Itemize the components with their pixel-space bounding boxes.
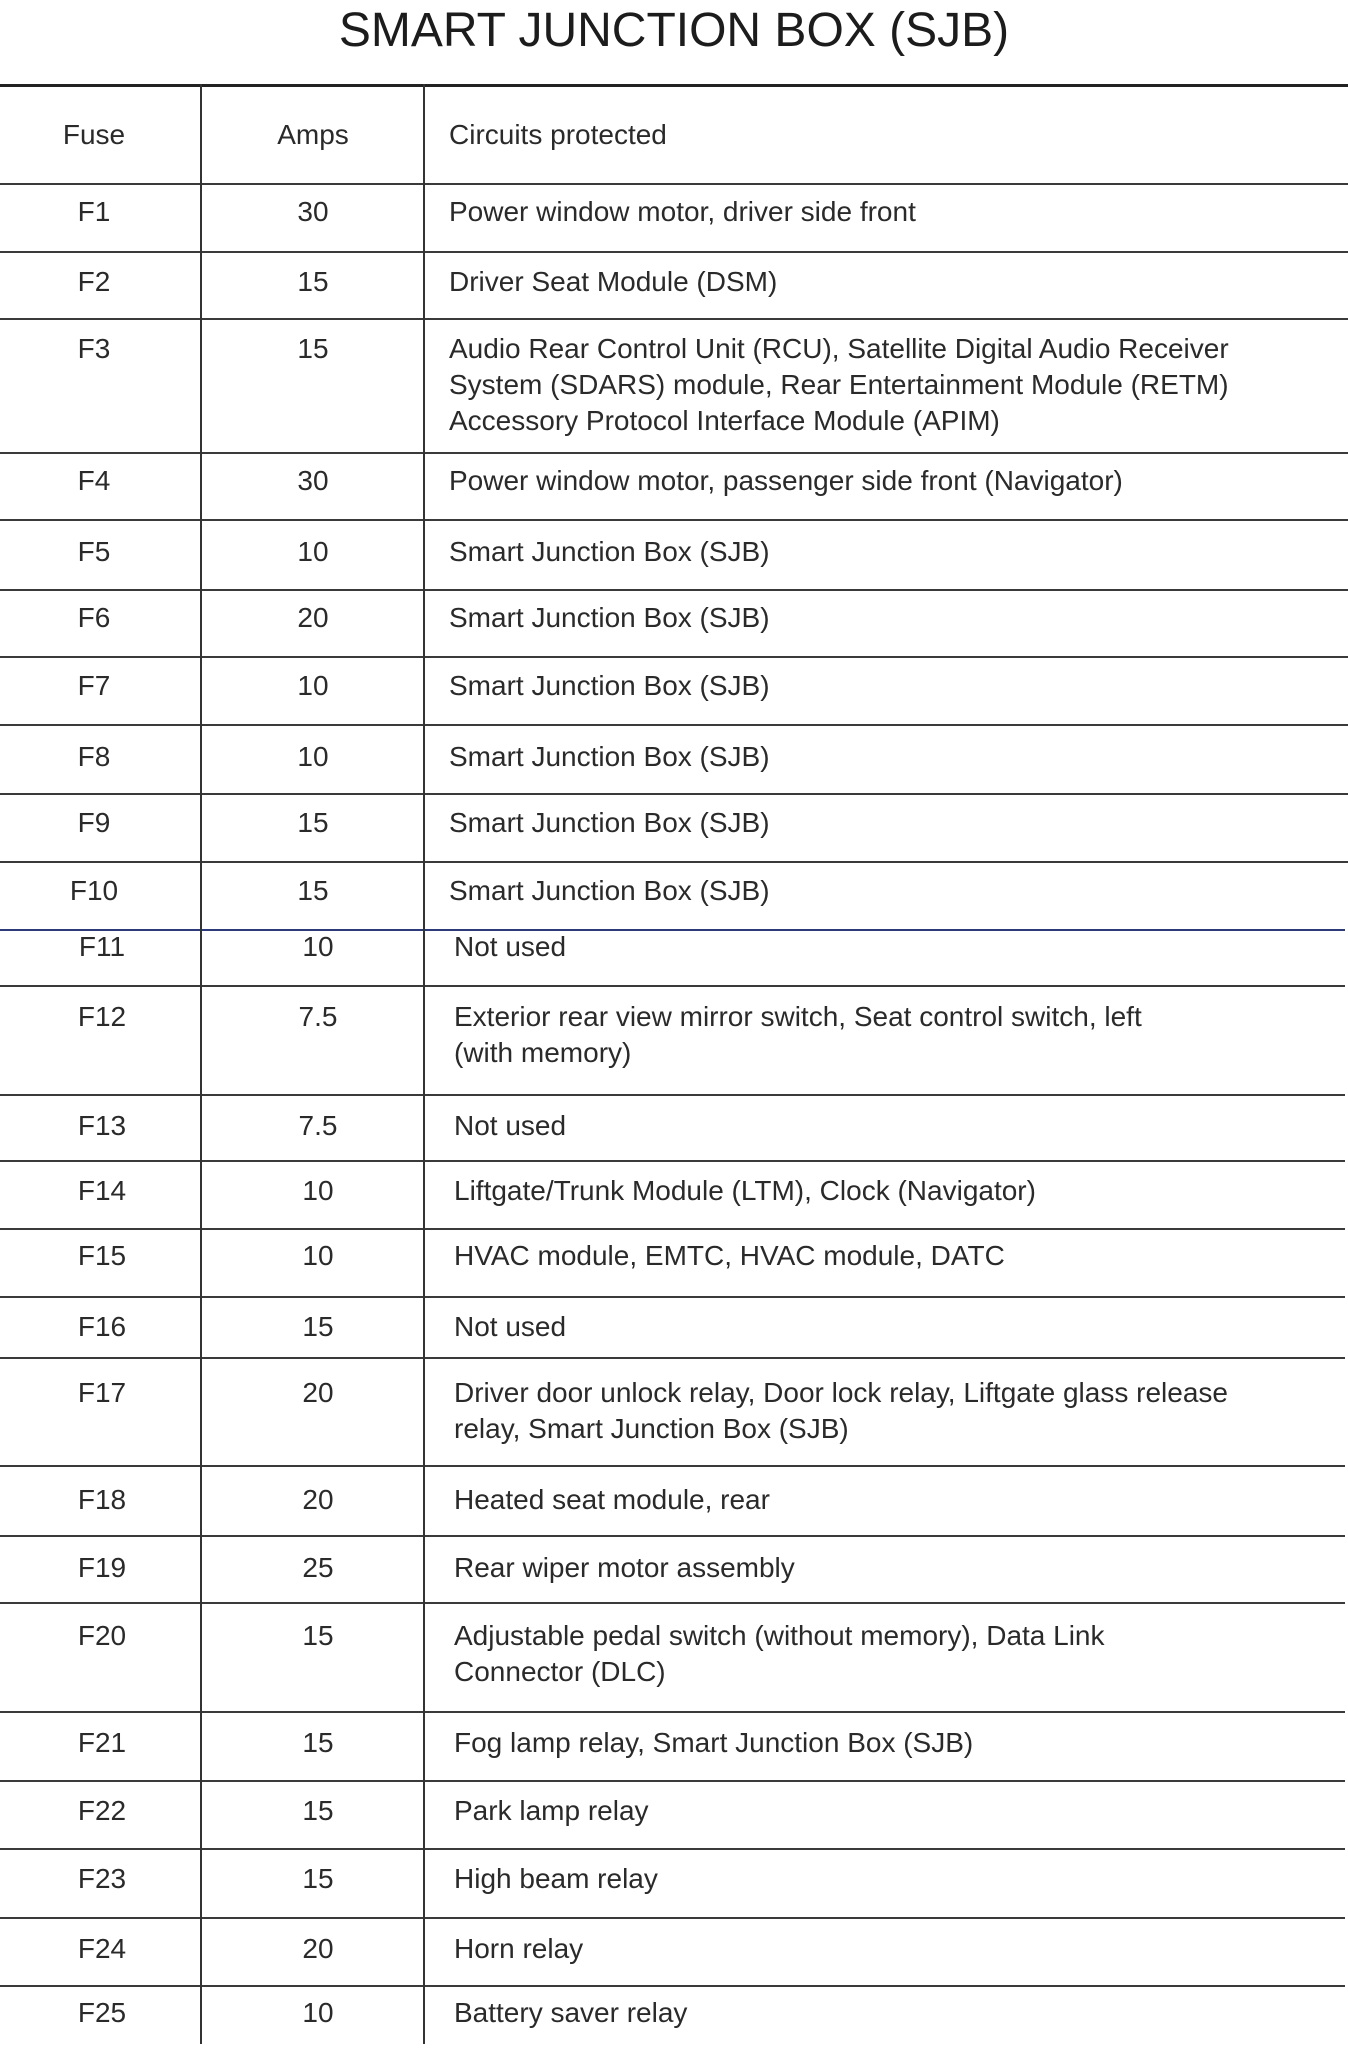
circuit-description-line: Accessory Protocol Interface Module (APIM) [449, 405, 1000, 436]
circuit-description-line: relay, Smart Junction Box (SJB) [454, 1413, 849, 1444]
fuse-number: F12 [77, 1001, 127, 1032]
amp-rating: 20 [302, 1377, 334, 1408]
circuit-description-line: Not used [454, 1311, 567, 1342]
circuit-description-line: Connector (DLC) [454, 1656, 666, 1687]
circuit-description-line: HVAC module, EMTC, HVAC module, DATC [454, 1240, 1005, 1271]
fuse-number: F18 [77, 1484, 127, 1515]
fuse-number: F19 [77, 1552, 127, 1583]
circuit-description-line: Power window motor, passenger side front (Navigator) [449, 465, 1123, 496]
column-divider [200, 84, 202, 2044]
column-divider [423, 84, 425, 2044]
fuse-number: F17 [77, 1377, 127, 1408]
fuse-number: F14 [77, 1175, 127, 1206]
circuit-description-line: Heated seat module, rear [454, 1484, 770, 1515]
amp-rating: 20 [302, 1933, 334, 1964]
circuit-description-line: Exterior rear view mirror switch, Seat control switch, left [454, 1001, 1142, 1032]
amp-rating: 10 [297, 536, 329, 567]
circuit-description-line: Smart Junction Box (SJB) [449, 741, 770, 772]
fuse-number: F6 [77, 602, 111, 633]
fuse-number: F5 [77, 536, 111, 567]
amp-rating: 10 [302, 1175, 334, 1206]
header-circuits: Circuits protected [449, 119, 667, 150]
amp-rating: 10 [297, 670, 329, 701]
circuit-description-line: Fog lamp relay, Smart Junction Box (SJB) [454, 1727, 974, 1758]
fuse-number: F4 [77, 465, 111, 496]
table-rule [0, 656, 1348, 658]
fuse-number: F3 [77, 333, 111, 364]
table-rule [0, 84, 1348, 87]
circuit-description-line: Park lamp relay [454, 1795, 649, 1826]
table-rule [0, 519, 1348, 521]
circuit-description-line: Smart Junction Box (SJB) [449, 536, 770, 567]
circuit-description-line: Driver Seat Module (DSM) [449, 266, 778, 297]
circuit-description-line: Rear wiper motor assembly [454, 1552, 795, 1583]
amp-rating: 7.5 [298, 1001, 338, 1032]
fuse-number: F23 [77, 1863, 127, 1894]
circuit-description-line: High beam relay [454, 1863, 658, 1894]
amp-rating: 15 [302, 1727, 334, 1758]
fuse-number: F11 [78, 931, 126, 962]
fuse-number: F24 [77, 1933, 127, 1964]
page-title: SMART JUNCTION BOX (SJB) [338, 4, 1010, 57]
fuse-number: F8 [77, 741, 111, 772]
circuit-description-line: Not used [454, 1110, 567, 1141]
header-fuse: Fuse [62, 119, 126, 150]
amp-rating: 10 [302, 931, 334, 962]
amp-rating: 30 [297, 196, 329, 227]
circuit-description-line: Driver door unlock relay, Door lock relay, Liftgate glass release [454, 1377, 1228, 1408]
table-rule [0, 861, 1348, 863]
amp-rating: 10 [297, 741, 329, 772]
circuit-description-line: Smart Junction Box (SJB) [449, 670, 770, 701]
amp-rating: 10 [302, 1240, 334, 1271]
amp-rating: 15 [302, 1795, 334, 1826]
amp-rating: 20 [302, 1484, 334, 1515]
fuse-number: F10 [69, 875, 119, 906]
amp-rating: 20 [297, 602, 329, 633]
circuit-description-line: Smart Junction Box (SJB) [449, 602, 770, 633]
circuit-description-line: Battery saver relay [454, 1997, 688, 2028]
circuit-description-line: Smart Junction Box (SJB) [449, 875, 770, 906]
fuse-number: F15 [77, 1240, 127, 1271]
fuse-number: F7 [77, 670, 111, 701]
circuit-description-line: Horn relay [454, 1933, 584, 1964]
amp-rating: 7.5 [298, 1110, 338, 1141]
table-rule [0, 452, 1348, 454]
table-rule [0, 183, 1348, 185]
amp-rating: 15 [297, 875, 329, 906]
fuse-number: F20 [77, 1620, 127, 1651]
table-rule [0, 793, 1348, 795]
fuse-number: F16 [77, 1311, 127, 1342]
fuse-number: F25 [77, 1997, 127, 2028]
amp-rating: 15 [297, 333, 329, 364]
circuit-description-line: Smart Junction Box (SJB) [449, 807, 770, 838]
circuit-description-line: System (SDARS) module, Rear Entertainment Module (RETM) [449, 369, 1229, 400]
amp-rating: 30 [297, 465, 329, 496]
circuit-description-line: Not used [454, 931, 567, 962]
circuit-description-line: Audio Rear Control Unit (RCU), Satellite Digital Audio Receiver [449, 333, 1229, 364]
header-amps: Amps [277, 119, 349, 150]
fuse-number: F1 [77, 196, 111, 227]
fuse-number: F13 [77, 1110, 127, 1141]
amp-rating: 15 [302, 1311, 334, 1342]
table-rule [0, 318, 1348, 320]
fuse-number: F9 [77, 807, 111, 838]
fuse-number: F2 [77, 266, 111, 297]
amp-rating: 15 [297, 807, 329, 838]
table-rule [0, 724, 1348, 726]
amp-rating: 25 [302, 1552, 334, 1583]
table-rule [0, 589, 1348, 591]
amp-rating: 15 [302, 1863, 334, 1894]
fuse-number: F22 [77, 1795, 127, 1826]
amp-rating: 15 [297, 266, 329, 297]
circuit-description-line: Adjustable pedal switch (without memory), Data Link [454, 1620, 1105, 1651]
circuit-description-line: Power window motor, driver side front [449, 196, 916, 227]
circuit-description-line: Liftgate/Trunk Module (LTM), Clock (Navigator) [454, 1175, 1036, 1206]
amp-rating: 10 [302, 1997, 334, 2028]
circuit-description-line: (with memory) [454, 1037, 632, 1068]
fuse-number: F21 [77, 1727, 127, 1758]
table-rule [0, 251, 1348, 253]
amp-rating: 15 [302, 1620, 334, 1651]
